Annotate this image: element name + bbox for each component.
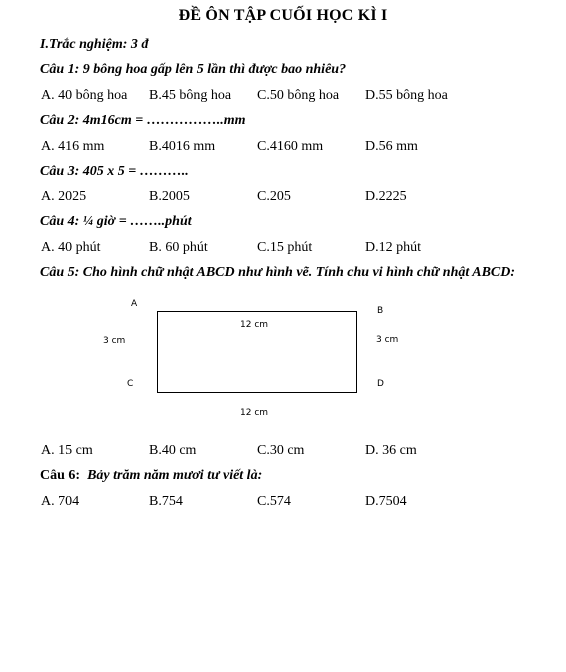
q4-option-b: B. 60 phút — [149, 240, 208, 255]
top-side-length: 12 cm — [240, 320, 269, 330]
q5-option-c: C.30 cm — [257, 443, 305, 458]
q5-option-a: A. 15 cm — [41, 443, 93, 458]
q2-option-a: A. 416 mm — [41, 139, 105, 154]
q4-option-a: A. 40 phút — [41, 240, 101, 255]
q1-option-b: B.45 bông hoa — [149, 88, 232, 103]
vertex-b-label: B — [377, 306, 384, 316]
q2-option-b: B.4016 mm — [149, 139, 216, 154]
q5-option-d: D. 36 cm — [365, 443, 417, 458]
left-side-length: 3 cm — [103, 336, 126, 346]
question-6 — [40, 468, 262, 484]
q2-option-c: C.4160 mm — [257, 139, 324, 154]
question-1: Câu 1: 9 bông hoa gấp lên 5 lần thì được bao nhiêu? — [40, 62, 347, 77]
vertex-c-label: C — [127, 379, 134, 389]
right-side-length: 3 cm — [376, 335, 399, 345]
q4-option-c: C.15 phút — [257, 240, 313, 255]
question-2: Câu 2: 4m16cm = ……………..mm — [40, 113, 246, 128]
q2-option-d: D.56 mm — [365, 139, 418, 154]
page-title: ĐỀ ÔN TẬP CUỐI HỌC KÌ I — [178, 7, 388, 24]
bottom-side-length: 12 cm — [240, 408, 269, 418]
question-3: Câu 3: 405 x 5 = ……….. — [40, 164, 189, 179]
q3-option-b: B.2005 — [149, 189, 190, 204]
q6-option-d: D.7504 — [365, 494, 407, 509]
vertex-a-label: A — [131, 299, 138, 309]
q1-option-d: D.55 bông hoa — [365, 88, 448, 103]
q4-option-d: D.12 phút — [365, 240, 421, 255]
section-heading: I.Trắc nghiệm: 3 đ — [40, 37, 149, 52]
q1-option-c: C.50 bông hoa — [257, 88, 340, 103]
q5-option-b: B.40 cm — [149, 443, 197, 458]
question-4: Câu 4: ¼ giờ = ……..phút — [40, 214, 192, 229]
q6-option-c: C.574 — [257, 494, 291, 509]
q3-option-a: A. 2025 — [41, 189, 87, 204]
q6-option-b: B.754 — [149, 494, 183, 509]
question-5: Câu 5: Cho hình chữ nhật ABCD như hình vẽ. Tính chu vi hình chữ nhật ABCD: — [40, 265, 516, 280]
q3-option-c: C.205 — [257, 189, 291, 204]
q1-option-a: A. 40 bông hoa — [41, 88, 128, 103]
vertex-d-label: D — [377, 379, 384, 389]
q3-option-d: D.2225 — [365, 189, 407, 204]
question-6-text: Bảy trăm năm mươi tư viết là: — [87, 468, 263, 483]
question-6-label: Câu 6: — [40, 468, 81, 483]
q6-option-a: A. 704 — [41, 494, 80, 509]
